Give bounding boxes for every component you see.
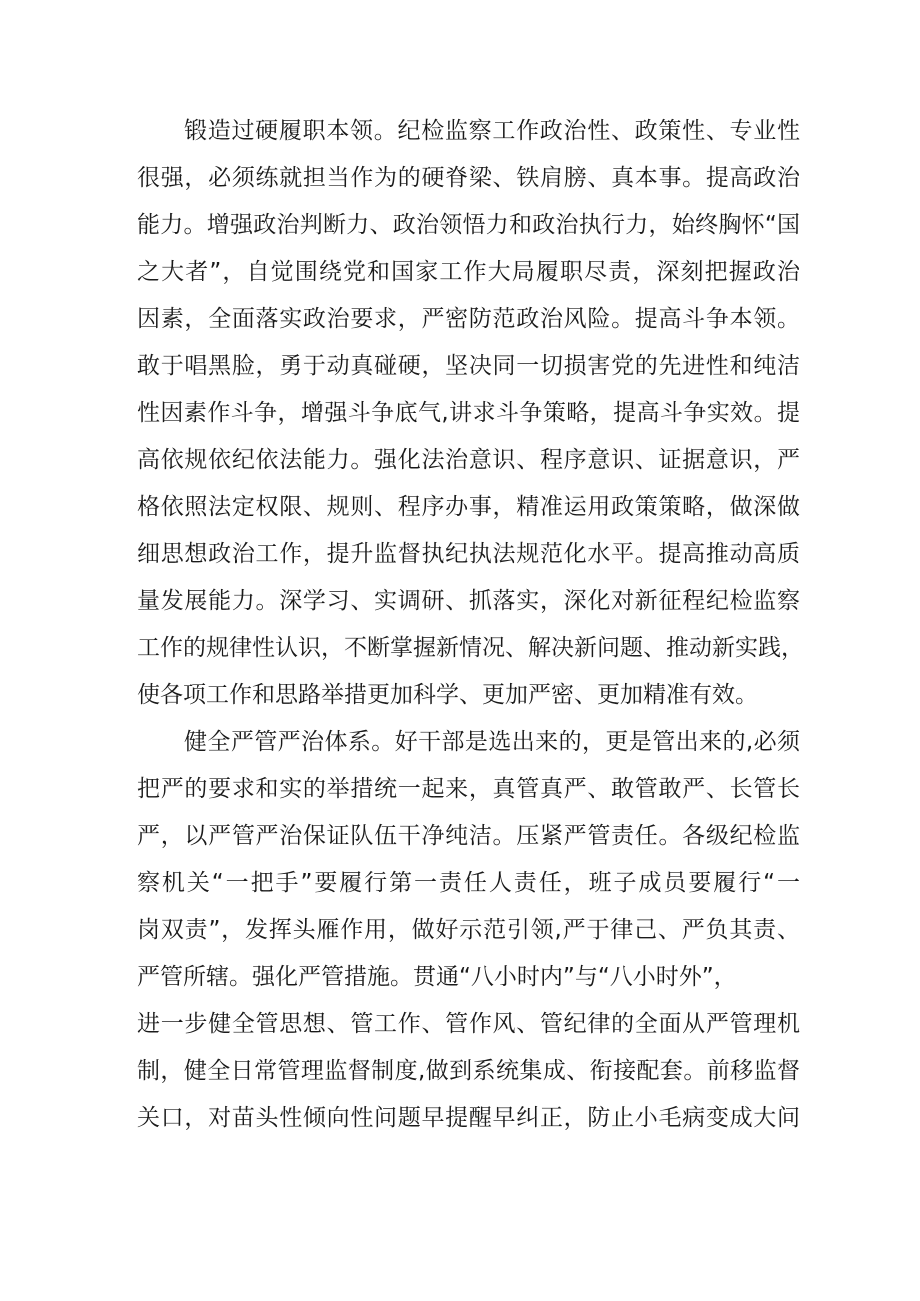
- text-line: 能力。增强政治判断力、政治领悟力和政治执行力，始终胸怀“国: [137, 212, 800, 238]
- paragraph-1: [137, 108, 804, 719]
- text-line: 严管所辖。强化严管措施。贯通“八小时内”与“八小时外”，: [137, 964, 737, 990]
- text-line: 高依规依纪依法能力。强化法治意识、程序意识、证据意识，严: [137, 447, 800, 473]
- text-line: 很强，必须练就担当作为的硬脊梁、铁肩膀、真本事。提高政治: [137, 165, 800, 191]
- document-body: [137, 108, 804, 1142]
- text-line: 因素，全面落实政治要求，严密防范政治风险。提高斗争本领。: [137, 306, 800, 332]
- text-line: 锻造过硬履职本领。纪检监察工作政治性、政策性、专业性: [184, 118, 800, 144]
- text-line: 岗双责”，发挥头雁作用，做好示范引领,严于律己、严负其责、: [137, 917, 800, 943]
- text-line: 健全严管严治体系。好干部是选出来的，更是管出来的,必须: [184, 729, 800, 755]
- text-line: 把严的要求和实的举措统一起来，真管真严、敢管敢严、长管长: [137, 776, 800, 802]
- text-line: 细思想政治工作，提升监督执纪执法规范化水平。提高推动高质: [137, 541, 800, 567]
- text-line: 性因素作斗争，增强斗争底气,讲求斗争策略，提高斗争实效。提: [137, 400, 800, 426]
- text-line: 敢于唱黑脸，勇于动真碰硬，坚决同一切损害党的先进性和纯洁: [137, 353, 800, 379]
- text-line: 之大者”，自觉围绕党和国家工作大局履职尽责，深刻把握政治: [137, 259, 800, 285]
- text-line: 严，以严管严治保证队伍干净纯洁。压紧严管责任。各级纪检监: [137, 823, 800, 849]
- text-line: 格依照法定权限、规则、程序办事，精准运用政策策略，做深做: [137, 494, 800, 520]
- paragraph-2: [137, 719, 800, 1142]
- text-line: 察机关“一把手”要履行第一责任人责任，班子成员要履行“一: [137, 870, 800, 896]
- text-line: 进一步健全管思想、管工作、管作风、管纪律的全面从严管理机: [137, 1011, 800, 1037]
- text-line: 制，健全日常管理监督制度,做到系统集成、衔接配套。前移监督: [137, 1058, 800, 1084]
- text-line: 使各项工作和思路举措更加科学、更加严密、更加精准有效。: [137, 682, 758, 708]
- text-line: 关口，对苗头性倾向性问题早提醒早纠正，防止小毛病变成大问: [137, 1105, 800, 1131]
- text-line: 工作的规律性认识，不断掌握新情况、解决新问题、推动新实践，: [137, 635, 804, 661]
- text-line: 量发展能力。深学习、实调研、抓落实，深化对新征程纪检监察: [137, 588, 800, 614]
